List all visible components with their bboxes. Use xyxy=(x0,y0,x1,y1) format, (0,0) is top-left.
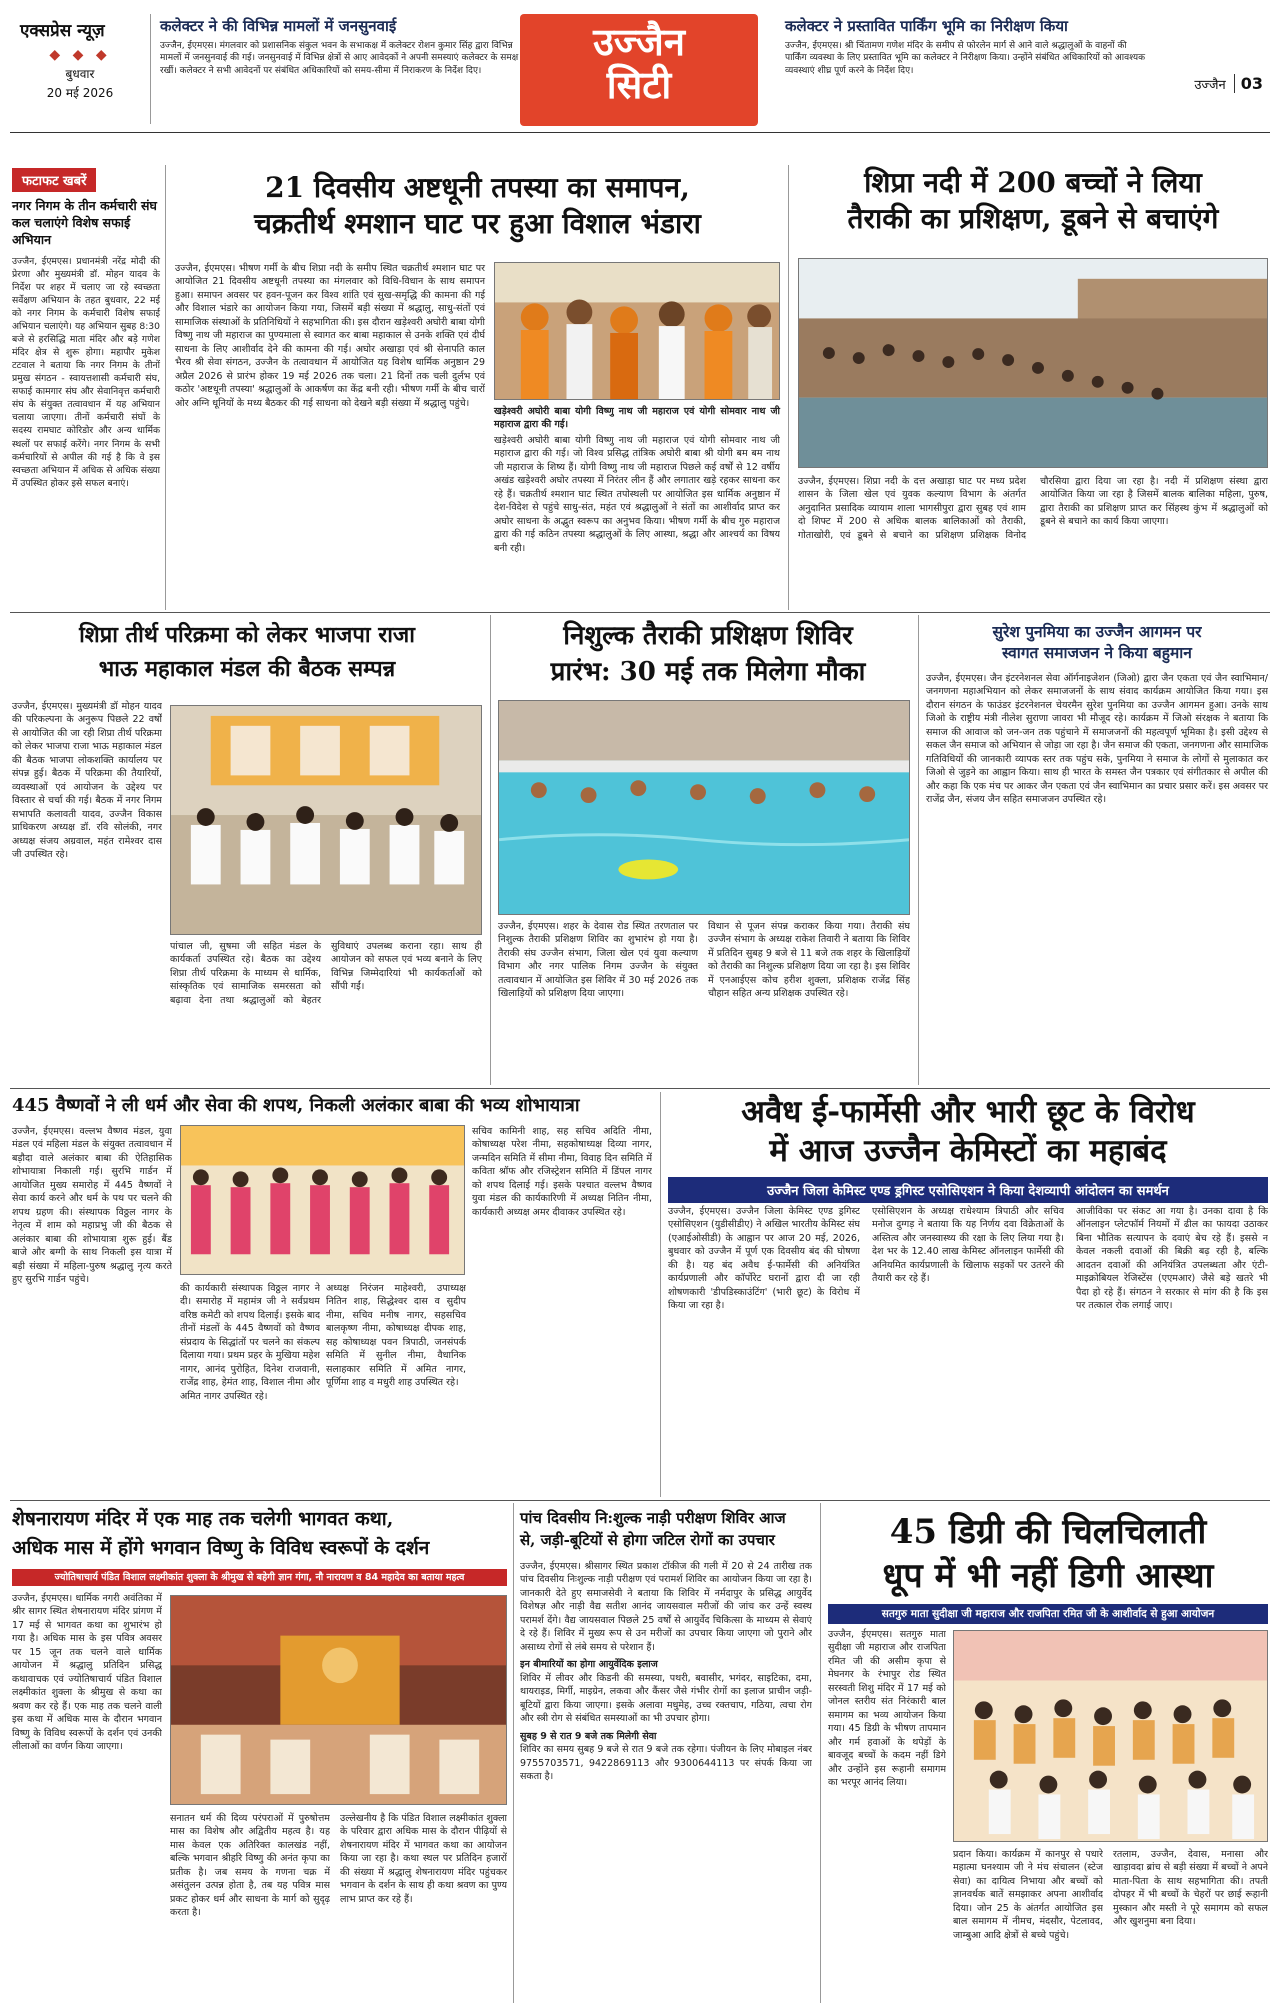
page-number-block xyxy=(1194,74,1263,93)
headline-line: प्रारंभ: 30 मई तक मिलेगा मौका xyxy=(550,657,866,688)
headline-line: शिप्रा तीर्थ परिक्रमा को लेकर भाजपा राजा xyxy=(79,622,415,648)
story-bhagwat-text-col3: उल्लेखनीय है कि पंडित विशाल लक्ष्मीकांत शुक्ला के परिवार द्वारा अधिक मास के दौरान पीढ़ियों से शेषनारायण मंदिर में भागवत कथा का आयोजन किया जा रहा है। कथा स्थल पर प्रतिदिन हजारों की संख्या में श्रद्धालु शेषनारायण मंदिर पहुंचकर भगवान के दर्शन के साथ ही कथा श्रवण का पुण्य लाभ प्राप्त कर रहे हैं। xyxy=(340,1813,507,1905)
headline-line: से, जड़ी-बूटियों से होगा जटिल रोगों का उपचार xyxy=(520,1530,775,1549)
headline-line: अधिक मास में होंगे भगवान विष्णु के विविध स्वरूपों के दर्शन xyxy=(12,1536,430,1559)
fatafat-section xyxy=(12,168,160,490)
headline-line: अवैध ई-फार्मेसी और भारी छूट के विरोध xyxy=(741,1094,1195,1130)
top-story-left-headline: कलेक्टर ने की विभिन्न मामलों में जनसुनवाई xyxy=(160,17,397,35)
edition-date: 20 मई 2026 xyxy=(46,86,114,100)
story-nirankari-text-col1: उज्जैन, ईएमएस। सतगुरु माता सुदीक्षा जी महाराज और राजपिता रमित जी की असीम कृपा से मेघनगर के रंभापुर रोड स्थित सरस्वती शिशु मंदिर में 17 मई को जोनल स्तरीय संत निरंकारी बाल समागम का भव्य आयोजन किया गया। 45 डिग्री के भीषण तापमान और गर्म हवाओं के थपेड़ों के बावजूद बच्चों के कदम नहीं डिगे और उन्होंने इस रूहानी समागम का भरपूर आनंद लिया। xyxy=(828,1629,946,1789)
story-parikrama-headline xyxy=(12,618,482,686)
masthead xyxy=(0,0,1279,130)
story-bhagwat-text-col2: सनातन धर्म की दिव्य परंपराओं में पुरुषोत्तम मास का विशेष और अद्वितीय महत्व है। यह मास केवल एक अतिरिक्त कालखंड नहीं, बल्कि भगवान श्रीहरि विष्णु की अनंत कृपा का प्रतीक है। जब समय के गणना चक्र में असंतुलन उत्पन्न होता है, तब यह पवित्र मास प्रकट होकर धर्म और साधना के मार्ग को सुदृढ़ करता है। xyxy=(170,1813,330,1919)
top-story-right xyxy=(785,16,1150,77)
photo-bhandara xyxy=(494,262,780,400)
story-tapasya xyxy=(175,170,780,243)
photo-shipra-swimming xyxy=(798,258,1268,468)
story-swimming-shipra-headline xyxy=(798,165,1268,238)
headline-line: शिप्रा नदी में 200 बच्चों ने लिया xyxy=(864,166,1202,199)
divider xyxy=(150,14,151,124)
story-swimming-camp-text-col2: विधान से पूजन संपन्न कराकर किया गया। तैराकी संघ उज्जैन संभाग के अध्यक्ष राकेश तिवारी ने बताया कि शिविर में प्रतिदिन सुबह 9 बजे से 11 बजे तक शहर के खिलाड़ियों को तैराकी का निशुल्क प्रशिक्षण दिया जा रहा है। इस शिविर में एनआईएस कोच हरीश शुक्ला, प्रशिक्षक राजेंद्र सिंह चौहान सहित अन्य प्रशिक्षक उपस्थित रहे। xyxy=(708,921,910,1000)
story-nadi-text2: शिविर में लीवर और किडनी की समस्या, पथरी, बवासीर, भगंदर, साइटिका, दमा, थायराइड, मिर्गी, माइग्रेन, लकवा और कैंसर जैसे गंभीर रोगों का इलाज प्राचीन जड़ी-बूटियों द्वारा किया जाएगा। इसके अलावा मधुमेह, उच्च रक्तचाप, गठिया, त्वचा रोग और स्त्री रोग से संबंधित समस्याओं का भी उपचार होगा। xyxy=(520,1672,812,1725)
story-nirankari-text-col3: रतलाम, उज्जैन, देवास, मनासा और खाड़ावदा ब्रांच से बड़ी संख्या में बच्चों ने अपने माता-पिता के साथ सहभागिता की। तपती दोपहर में भी बच्चों के चेहरों पर छाई रूहानी मुस्कान और मस्ती ने पूरे समागम को सफल और खुशनुमा बना दिया। xyxy=(1113,1849,1268,1928)
story-vaishnav-text-col4: सचिव कामिनी शाह, सह सचिव अदिति नीमा, कोषाध्यक्ष परेश नीमा, सहकोषाध्यक्ष दिव्या नागर, जन्मदिन समिति में सीमा नीमा, विवाह दिन समिति में कविता श्रॉफ और रजिस्ट्रेशन समिति में डिंपल नागर को शपथ दिलाई गई। इसके पश्चात वल्लभ वैष्णव युवा मंडल की कार्यकारिणी में अध्यक्ष नितिन नीमा, कार्यकारी अध्यक्ष अमर दीवाकर उपस्थित रहे। xyxy=(472,1126,652,1218)
story-nadi-subheading: इन बीमारियों का होगा आयुर्वेदिक इलाज xyxy=(520,1659,658,1671)
story-swimming-camp-text-col1: उज्जैन, ईएमएस। शहर के देवास रोड स्थित तरणताल पर निशुल्क तैराकी प्रशिक्षण शिविर का शुभारंभ हो गया है। तैराकी संघ उज्जैन संभाग, जिला खेल एवं युवा कल्याण विभाग और नगर पालिक निगम उज्जैन के संयुक्त तत्वावधान में आयोजित इस शिविर में 30 मई 2026 तक खिलाड़ियों को प्रशिक्षण दिया जाएगा। xyxy=(498,921,698,1000)
headline-line: निशुल्क तैराकी प्रशिक्षण शिविर xyxy=(563,621,853,651)
story-nirankari-headline xyxy=(828,1510,1268,1598)
story-parikrama-text-col2: पांचाल जी, सुषमा जी सहित मंडल के कार्यकर्ता उपस्थित रहे। बैठक का उद्देश्य शिप्रा तीर्थ परिक्रमा के माध्यम से धार्मिक, सांस्कृतिक एवं सामाजिक समरसता को बढ़ावा देना तथा श्रद्धालुओं को बेहतर सुविधाएं उपलब्ध कराना रहा। साथ ही आयोजन को सफल एवं भव्य बनाने के लिए विभिन्न जिम्मेदारियां भी कार्यकर्ताओं को सौंपी गईं। xyxy=(170,941,482,1006)
divider xyxy=(820,1503,821,2003)
headline-line: सुरेश पुनमिया का उज्जैन आगमन पर xyxy=(992,622,1202,641)
story-bhagwat-text-col1: उज्जैन, ईएमएस। धार्मिक नगरी अवंतिका में श्रीर सागर स्थित शेषनारायण मंदिर प्रांगण में 17 मई से भागवत कथा का शुभारंभ हो गया है। अधिक मास के इस पवित्र अवसर पर 15 जून तक चलने वाले धार्मिक आयोजन में श्रद्धालु प्रतिदिन प्रसिद्ध कथावाचक एवं ज्योतिषाचार्य पंडित विशाल लक्ष्मीकांत शुक्ला के श्रीमुख से कथा का श्रवण कर रहे हैं। एक माह तक चलने वाली इस कथा में अधिक मास के दौरान भगवान विष्णु के विविध स्वरूपों के दर्शन एवं उनकी लीलाओं का वर्णन किया जाएगा। xyxy=(12,1593,162,1753)
photo-vaishnav-sobhayatra xyxy=(180,1125,465,1275)
story-nadi-text3: शिविर का समय सुबह 9 बजे से रात 9 बजे तक रहेगा। पंजीयन के लिए मोबाइल नंबर 9755703571, 9422869113 और 9300644113 पर संपर्क किया जा सकता है। xyxy=(520,1744,812,1783)
story-chemists-text-col3: आजीविका पर संकट आ गया है। उनका दावा है कि ऑनलाइन प्लेटफॉर्म नियमों में ढील का फायदा उठाकर बिना भौतिक सत्यापन के दवाएं बेच रहे हैं। इससे न केवल नकली दवाओं की बिक्री बढ़ रही है, बल्कि आदतन दवाओं की अनियंत्रित उपलब्धता और एंटी-माइक्रोबियल रेजिस्टेंस (एएमआर) जैसे बड़े खतरे भी पैदा हो रहे हैं। संगठन ने सरकार से मांग की है कि इस पर तत्काल रोक लगाई जाए। xyxy=(1076,1206,1268,1312)
story-chemists-strap: उज्जैन जिला केमिस्ट एण्ड ड्रगिस्ट एसोसिएशन ने किया देशव्यापी आंदोलन का समर्थन xyxy=(668,1177,1268,1203)
city-subtitle: सिटी xyxy=(606,61,672,107)
story-chemists-headline xyxy=(668,1093,1268,1171)
story-vaishnav-text-col2: की कार्यकारी संस्थापक विठ्ठल नागर ने दी। समारोह में महामंत्र जी ने सर्वप्रथम वरिष्ठ कमेटी को शपथ दिलाई। इसके बाद तीनों मंडलों के 445 वैष्णवों को वैष्णव संप्रदाय के सिद्धांतों पर चलने का संकल्प दिलाया गया। प्रथम प्रहर के मुखिया महेश नागर, आनंद पुरोहित, दिनेश राजवानी, राजेंद्र शाह, हेमंत शाह, विशाल नीमा और अमित नागर उपस्थित रहे। xyxy=(180,1283,320,1402)
story-parikrama-text-col1: उज्जैन, ईएमएस। मुख्यमंत्री डॉ मोहन यादव की परिकल्पना के अनुरूप पिछले 22 वर्षों से आयोजित की जा रही शिप्रा तीर्थ परिक्रमा को लेकर भाजपा राजा भाऊ महाकाल मंडल की बैठक भाजपा लोकशक्ति कार्यालय पर संपन्न हुई। बैठक में परिक्रमा की तैयारियों, व्यवस्थाओं एवं आयोजन के उद्देश्य पर विस्तार से चर्चा की गई। बैठक में नगर निगम सभापति कलावती यादव, उज्जैन विकास प्राधिकरण अध्यक्ष डॉ. रवि सोलंकी, नगर अध्यक्ष संजय अग्रवाल, महंत रामेश्वर दास जी उपस्थित रहे। xyxy=(12,701,162,861)
story-vaishnav-text-col1: उज्जैन, ईएमएस। वल्लभ वैष्णव मंडल, युवा मंडल एवं महिला मंडल के संयुक्त तत्वावधान में बड़ौदा वाले अलंकार बाबा की ऐतिहासिक शोभायात्रा निकाली गई। सुरभि गार्डन में आयोजित मुख्य समारोह में 445 वैष्णवों ने सेवा कार्य करने और धर्म के पथ पर चलने की शपथ ग्रहण की। संस्थापक विठ्ठल नागर के नेतृत्व में शाम को महाप्रभु जी की बैठक से अलंकार बाबा की शोभायात्रा शुरू हुई। बैंड बाजे और बग्गी के साथ निकली इस यात्रा में बड़ी संख्या में महिला-पुरुष श्रद्धालु नृत्य करते हुए सुरभि गार्डन पहुंचे। xyxy=(12,1126,172,1286)
story-bhagwat-headline xyxy=(12,1505,507,1562)
headline-line: 21 दिवसीय अष्टधूनी तपस्या का समापन, xyxy=(265,171,690,204)
story-tapasya-text-col2: खड़ेश्वरी अघोरी बाबा योगी विष्णु नाथ जी महाराज एवं योगी सोमवार नाथ जी महाराज द्वारा की गई। जो विश्व प्रसिद्ध तांत्रिक अघोरी बाबा श्री योगी बम बम नाथ जी महाराज के शिष्य हैं। योगी विष्णु नाथ जी महाराज पिछले कई वर्षों से 12 वर्षीय अखंड खड़ेश्वरी अघोर तपस्या में निरंतर लीन हैं और लगातार खड़े रहकर साधना कर रहे हैं। चक्रतीर्थ श्मशान घाट स्थित तपोस्थली पर आयोजित इस धार्मिक अनुष्ठान में देश-विदेश से पहुंचे साधु-संत, महंत एवं श्रद्धालुओं ने संतों का आशीर्वाद प्राप्त कर अघोर साधना के अद्भुत स्वरूप का अनुभव किया। भीषण गर्मी के बीच गुरु महाराज द्वारा की गई कठिन तपस्या श्रद्धालुओं के लिए आस्था, श्रद्धा और आश्चर्य का विषय बनी रही। xyxy=(494,435,780,554)
divider xyxy=(788,165,789,610)
story-tapasya-text-col1: उज्जैन, ईएमएस। भीषण गर्मी के बीच शिप्रा नदी के समीप स्थित चक्रतीर्थ श्मशान घाट पर आयोजित 21 दिवसीय अष्टधूनी तपस्या का मंगलवार को विधि-विधान के साथ समापन हुआ। समापन अवसर पर हवन-पूजन कर विश्व शांति एवं सुख-समृद्धि की कामना की गई और विशाल भंडारे का आयोजन किया गया, जिसमें बड़ी संख्या में श्रद्धालु, साधु-संतों एवं सामाजिक संस्थाओं के प्रतिनिधियों ने सहभागिता की। इस दौरान खड़ेश्वरी अघोरी बाबा योगी विष्णु नाथ जी महाराज का पुण्यमाला से स्वागत कर बाबा महाकाल से उनके शक्ति एवं दीर्घ साधना के लिए आशीर्वाद देने की कामना की गई। अघोर अखाड़ा एवं श्री सेनापति काल भैरव श्री सेवा संगठन, उज्जैन के तत्वावधान में आयोजित यह विशेष धार्मिक अनुष्ठान 29 अप्रैल 2026 से प्रारंभ होकर 19 मई 2026 तक चला। 21 दिनों तक चली दुर्लभ एवं कठोर 'अष्टधूनी तपस्या' श्रद्धालुओं के आकर्षण का केंद्र बनी रही। भीषण गर्मी के बीच चारों ओर अग्नि धूनियों के मध्य बैठकर की गई साधना को देखने बड़ी संख्या में श्रद्धालु पहुंचे। xyxy=(175,263,485,409)
divider xyxy=(165,165,166,610)
story-nadi-body xyxy=(520,1560,812,2000)
photo-swimming-pool xyxy=(498,700,910,915)
headline-line: शेषनारायण मंदिर में एक माह तक चलेगी भागवत कथा, xyxy=(12,1508,394,1530)
story-punamia-headline xyxy=(926,622,1268,664)
story-vaishnav-headline: 445 वैष्णवों ने ली धर्म और सेवा की शपथ, निकली अलंकार बाबा की भव्य शोभायात्रा xyxy=(12,1095,580,1116)
headline-line: धूप में भी नहीं डिगी आस्था xyxy=(882,1556,1214,1597)
page-label: उज्जैन xyxy=(1194,78,1226,93)
top-story-right-headline: कलेक्टर ने प्रस्तावित पार्किंग भूमि का निरीक्षण किया xyxy=(785,17,1068,35)
story-swimming-camp-headline xyxy=(498,618,918,691)
headline-line: पांच दिवसीय नि:शुल्क नाड़ी परीक्षण शिविर आज xyxy=(520,1509,786,1527)
story-swimming-shipra-text: उज्जैन, ईएमएस। शिप्रा नदी के दत्त अखाड़ा घाट पर मध्य प्रदेश शासन के जिला खेल एवं युवक कल्याण विभाग के अंतर्गत अनुदानित प्रसादिक व्यायाम शाला भागसीपुरा द्वारा सुबह एवं शाम दो शिफ्ट में 200 से अधिक बालक बालिकाओं को तैराकी, गोताखोरी, एवं डूबने से बचाने का प्रशिक्षण प्रशिक्षक विनोद चौरसिया द्वारा दिया जा रहा है। नदी में प्रशिक्षण संस्था द्वारा आयोजित किया जा रहा है जिसमें बालक बालिका महिला, पुरुष, द्वारा तैराकी का प्रशिक्षण प्राप्त कर सिंहस्थ कुंभ में श्रद्धालुओं को डूबने से बचाने का कार्य किया जाएगा। xyxy=(798,476,1268,541)
divider xyxy=(513,1503,514,2003)
photo-bhagwat-katha xyxy=(170,1595,507,1805)
divider xyxy=(918,615,919,1085)
story-nirankari-text-col2: प्रदान किया। कार्यक्रम में कानपुर से पधारे महात्मा घनश्याम जी ने मंच संचालन (स्टेज सेवा) का दायित्व निभाया और बच्चों को ज्ञानवर्धक बातें समझाकर अपना आशीर्वाद दिया। जोन 25 के अंतर्गत आयोजित इस बाल समागम में नीमच, मंदसौर, पेटलावद, जाम्बुआ आदि क्षेत्रों से बच्चे पहुंचे। xyxy=(953,1849,1103,1941)
top-story-left-text: उज्जैन, ईएमएस। मंगलवार को प्रशासनिक संकुल भवन के सभाकक्ष में कलेक्टर रोशन कुमार सिंह द्वारा विभिन्न मामलों में जनसुनवाई की गई। जनसुनवाई में विभिन्न क्षेत्रों से आए आवेदकों ने अपनी समस्याएं कलेक्टर के समक्ष रखीं। कलेक्टर ने सभी आवेदनों पर संबंधित अधिकारियों को समय-सीमा में निराकरण के निर्देश दिए। xyxy=(160,41,519,76)
brand-name: एक्सप्रेस न्यूज़ xyxy=(20,21,105,41)
divider xyxy=(490,615,491,1085)
story-nadi-time: सुबह 9 से रात 9 बजे तक मिलेगी सेवा xyxy=(520,1730,657,1742)
headline-line: तैराकी का प्रशिक्षण, डूबने से बचाएंगे xyxy=(847,202,1219,236)
headline-line: चक्रतीर्थ श्मशान घाट पर हुआ विशाल भंडारा xyxy=(254,207,701,241)
headline-line: भाऊ महाकाल मंडल की बैठक सम्पन्न xyxy=(98,656,396,683)
brand-dots: ◆ ◆ ◆ xyxy=(49,47,111,63)
story-nadi-headline xyxy=(520,1508,812,1552)
headline-line: में आज उज्जैन केमिस्टों का महाबंद xyxy=(769,1132,1167,1169)
city-section-box xyxy=(520,14,758,126)
section-rule xyxy=(10,1088,1270,1089)
story-nadi-text: उज्जैन, ईएमएस। श्रीसागर स्थित प्रकाश टॉकीज की गली में 20 से 24 तारीख तक पांच दिवसीय निःशुल्क नाड़ी परीक्षण एवं परामर्श शिविर का आयोजन किया जा रहा है। जानकारी देते हुए समाजसेवी ने बताया कि शिविर में नर्मदापुर के प्रसिद्ध आयुर्वेद विशेषज्ञ और नाड़ी वैद्य सतीश आनंद जायसवाल मरीजों की जांच कर उन्हें स्वस्थ परामर्श देंगे। वैद्य जायसवाल पिछले 25 वर्षों से आयुर्वेद चिकित्सा के माध्यम से सेवाएं दे रहे हैं। शिविर में मुख्य रूप से उन मरीजों का उपचार किया जाएगा जो पुराने और असाध्य रोगों से लंबे समय से परेशान हैं। xyxy=(520,1561,812,1653)
section-rule xyxy=(10,1500,1270,1501)
story-chemists-text-col1: उज्जैन, ईएमएस। उज्जैन जिला केमिस्ट एण्ड ड्रगिस्ट एसोसिएशन (युडीसीडीए) ने अखिल भारतीय केमिस्ट संघ (एआईओसीडी) के आह्वान पर आज 20 मई, 2026, बुधवार को उज्जैन में पूर्ण एक दिवसीय बंद की घोषणा की है। यह बंद अवैध ई-फार्मेसी की अनियंत्रित कार्यप्रणाली और कॉर्पोरेट घरानों द्वारा दी जा रही शोषणकारी 'डीपडिस्काउंटिंग' (भारी छूट) के विरोध में किया जा रहा है। xyxy=(668,1206,860,1312)
story-nirankari-strap: सतगुरु माता सुदीक्षा जी महाराज और राजपिता रमित जी के आशीर्वाद से हुआ आयोजन xyxy=(828,1604,1268,1624)
brand-block xyxy=(20,18,140,101)
edition-day: बुधवार xyxy=(65,67,95,81)
photo-bhandara-caption: खड़ेश्वरी अघोरी बाबा योगी विष्णु नाथ जी महाराज एवं योगी सोमवार नाथ जी महाराज द्वारा की गई। xyxy=(494,406,780,431)
section-rule xyxy=(10,612,1270,613)
story-punamia-text: उज्जैन, ईएमएस। जैन इंटरनेशनल सेवा ऑर्गनाइजेशन (जिओ) द्वारा जैन एकता एवं जैन स्वाभिमान/जनगणना महाअभियान को लेकर समाजजनों के साथ संवाद कार्यक्रम आयोजित किया गया। इस दौरान संगठन के फाउंडर इंटरनेशनल चेयरमैन सुरेश पुनमिया का उज्जैन आगमन हुआ। उनके साथ जिओ के राष्ट्रीय मंत्री नीलेश सुराणा जावरा भी मौजूद रहे। कार्यक्रम में जिओ संरक्षक ने बताया कि समाज की आवाज को जन-जन तक पहुंचाने में समाजजनों की महत्वपूर्ण भूमिका है। इसी उद्देश्य से सकल जैन समाज को अभियान से जोड़ा जा रहा है। जैन समाज की एकता, जनगणना और सामाजिक गतिविधियों की जानकारी व्यापक स्तर तक पहुंच सके, पुनमिया ने समाज के लोगों से मुलाकात कर जिओ से जुड़ने का आह्वान किया। साथ ही भारत के समस्त जैन पत्रकार एवं संगीतकार से अपील की और कहा कि एक मंच पर आकर जैन एकता एवं जैन स्वाभिमान का प्रचार प्रसार करें। इस अवसर पर राजेंद्र जैन, संजय जैन सहित समाजजन उपस्थित रहे। xyxy=(926,673,1268,806)
headline-line: 45 डिग्री की चिलचिलाती xyxy=(889,1512,1207,1552)
fatafat-badge: फटाफट खबरें xyxy=(12,168,96,192)
fatafat-title: नगर निगम के तीन कर्मचारी संघ कल चलाएंगे विशेष सफाई अभियान xyxy=(12,198,157,247)
headline-line: स्वागत समाजजन ने किया बहुमान xyxy=(1002,642,1192,662)
page-number: 03 xyxy=(1234,74,1263,93)
story-bhagwat-strap: ज्योतिषाचार्य पंडित विशाल लक्ष्मीकांत शुक्ला के श्रीमुख से बहेगी ज्ञान गंगा, नौ नारायण व 84 महादेव का बताया महत्व xyxy=(12,1569,507,1586)
fatafat-text: उज्जैन, ईएमएस। प्रधानमंत्री नरेंद्र मोदी की प्रेरणा और मुख्यमंत्री डॉ. मोहन यादव के निर्देश पर शहर में चलाए जा रहे स्वच्छता सर्वेक्षण अभियान के तहत बुधवार, 22 मई को नगर निगम के कर्मचारी विशेष सफाई अभियान चलाएंगे। यह अभियान सुबह 8:30 बजे से हरसिद्धि माता मंदिर और बड़े गणेश मंदिर क्षेत्र से शुरू होगा। महापौर मुकेश टटवाल ने बताया कि नगर निगम के तीनों प्रमुख संगठन - स्वायत्तशासी कर्मचारी संघ, सफाई कामगार संघ और सेवानिवृत्त कर्मचारी संघ के संयुक्त तत्वावधान में यह अभियान चलाया जाएगा। तीनों कर्मचारी संघों के सदस्य रामघाट कोरिडोर और अन्य धार्मिक स्थलों पर सफाई करेंगे। नगर निगम के सभी कर्मचारियों से अपील की गई है कि वे इस स्वच्छता अभियान में अधिक से अधिक संख्या में उपस्थित होकर इसे सफल बनाएं। xyxy=(12,255,160,489)
photo-nirankari-samagam xyxy=(953,1630,1268,1842)
story-chemists-text-col2: एसोसिएशन के अध्यक्ष राधेश्याम त्रिपाठी और सचिव मनोज दुग्गड़ ने बताया कि यह निर्णय दवा विक्रेताओं के अस्तित्व और जनस्वास्थ्य की रक्षा के लिए लिया गया है। देश भर के 12.40 लाख केमिस्ट ऑनलाइन फार्मेसी की अनियमित कार्यप्रणाली के खिलाफ सड़कों पर उतरने की तैयारी कर रहे हैं। xyxy=(872,1206,1064,1285)
top-story-left xyxy=(160,16,530,77)
story-tapasya-headline xyxy=(175,170,780,243)
city-title: उज्जैन xyxy=(593,19,685,64)
divider xyxy=(660,1092,661,1497)
top-story-right-text: उज्जैन, ईएमएस। श्री चिंतामण गणेश मंदिर के समीप से फोरलेन मार्ग से आने वाले श्रद्धालुओं के वाहनों की पार्किंग व्यवस्था के लिए प्रस्तावित भूमि का कलेक्टर ने निरीक्षण किया। उन्होंने संबंधित अधिकारियों को आवश्यक व्यवस्थाएं शीघ्र पूर्ण करने के निर्देश दिए। xyxy=(785,41,1146,76)
photo-bjp-meeting xyxy=(170,705,482,935)
story-vaishnav-text-col3: अध्यक्ष निरंजन माहेश्वरी, उपाध्यक्ष नितिन शाह, सिद्धेश्वर दास व सुदीप नीमा, सचिव मनीष नागर, सहसचिव बालकृष्ण नीमा, कोषाध्यक्ष दीपक शाह, सह कोषाध्यक्ष पवन त्रिपाठी, जनसंपर्क समिति में सुनील नीमा, वैधानिक सलाहकार समिति में अमित नागर, पूर्णिमा शाह व मधुरी शाह उपस्थित रहे। xyxy=(326,1283,466,1389)
masthead-rule xyxy=(10,132,1270,133)
